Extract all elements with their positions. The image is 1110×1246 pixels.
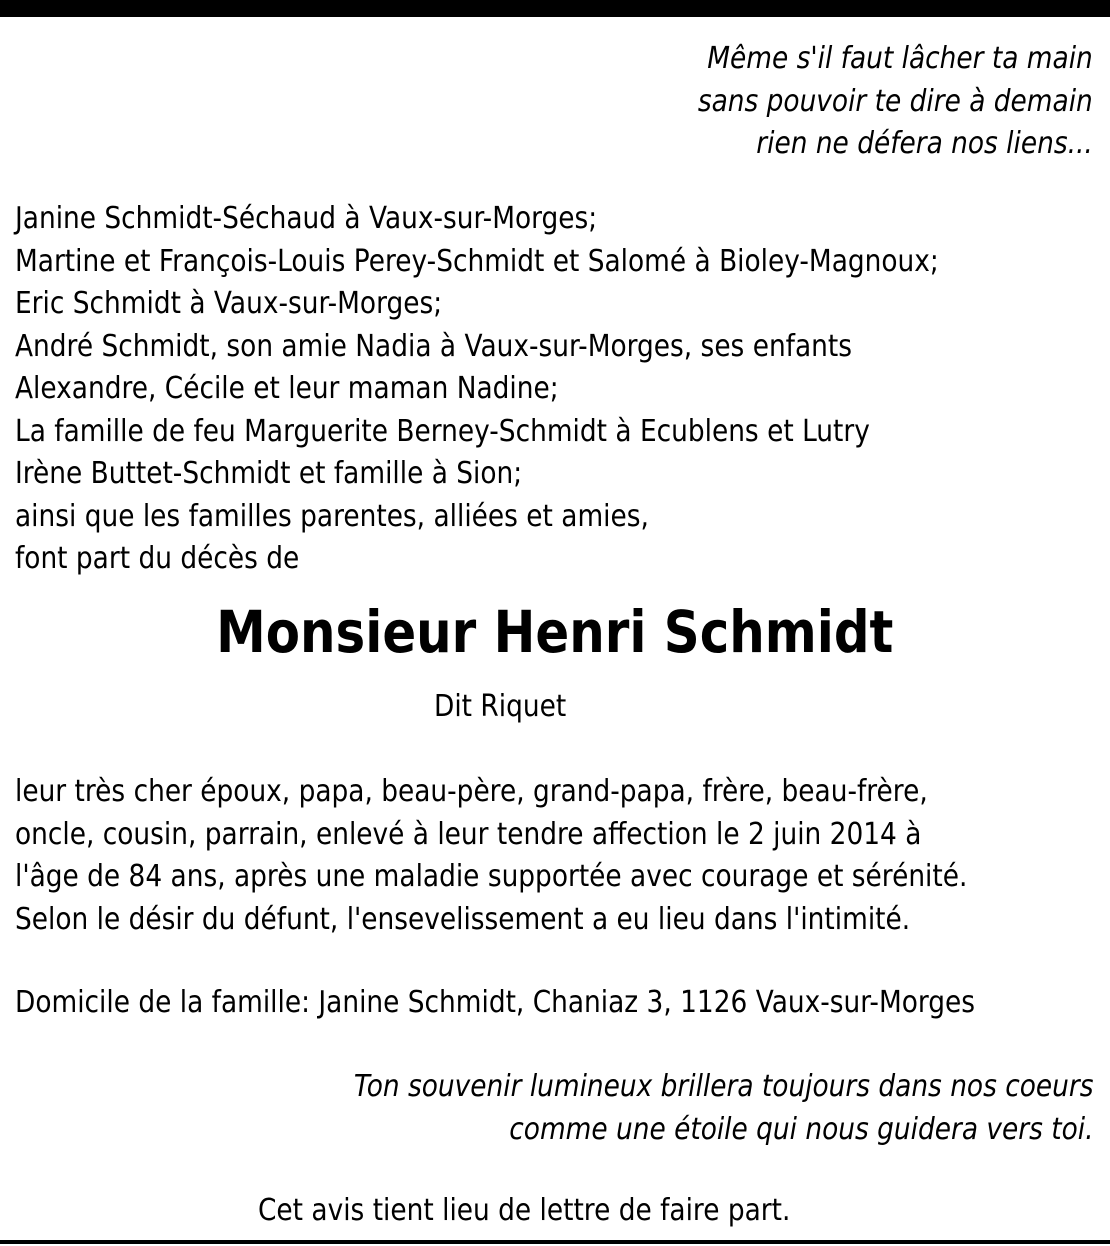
family-line: André Schmidt, son amie Nadia à Vaux-sur-Morges, ses enfants: [15, 328, 852, 364]
poem-line: Même s'il faut lâcher ta main: [707, 41, 1093, 76]
deceased-nickname: Dit Riquet: [434, 689, 567, 724]
family-line: Alexandre, Cécile et leur maman Nadine;: [15, 371, 559, 406]
family-line: La famille de feu Marguerite Berney-Schmidt à Ecublens et Lutry: [15, 413, 870, 449]
body-line: oncle, cousin, parrain, enlevé à leur tendre affection le 2 juin 2014 à: [15, 816, 922, 852]
deceased-name-text: Monsieur Henri Schmidt: [216, 598, 894, 666]
body-line: Selon le désir du défunt, l'ensevelissement a eu lieu dans l'intimité.: [15, 901, 911, 937]
family-line: font part du décès de: [15, 541, 300, 576]
top-border-rule: [0, 0, 1110, 17]
poem-line: sans pouvoir te dire à demain: [698, 83, 1093, 119]
family-announcement: [15, 198, 939, 581]
family-line: Martine et François-Louis Perey-Schmidt et Salomé à Bioley-Magnoux;: [15, 243, 939, 279]
closing-verse: [353, 1066, 1093, 1151]
notice-statement: Cet avis tient lieu de lettre de faire part.: [258, 1193, 791, 1228]
family-line: Irène Buttet-Schmidt et famille à Sion;: [15, 456, 523, 491]
deceased-name: [0, 592, 1110, 672]
poem-line: rien ne défera nos liens...: [756, 126, 1093, 161]
family-domicile: Domicile de la famille: Janine Schmidt, Chaniaz 3, 1126 Vaux-sur-Morges: [15, 985, 976, 1020]
body-line: l'âge de 84 ans, après une maladie supportée avec courage et sérénité.: [15, 859, 968, 894]
family-line: Janine Schmidt-Séchaud à Vaux-sur-Morges;: [15, 201, 598, 236]
family-line: Eric Schmidt à Vaux-sur-Morges;: [15, 286, 443, 321]
death-notice-body: [15, 771, 967, 941]
bottom-border-rule: [0, 1240, 1110, 1244]
closing-line: comme une étoile qui nous guidera vers toi.: [508, 1111, 1093, 1147]
closing-line: Ton souvenir lumineux brillera toujours dans nos coeurs: [353, 1069, 1093, 1104]
body-line: leur très cher époux, papa, beau-père, grand-papa, frère, beau-frère,: [15, 774, 928, 809]
opening-poem: [698, 38, 1093, 166]
family-line: ainsi que les familles parentes, alliées et amies,: [15, 498, 649, 534]
